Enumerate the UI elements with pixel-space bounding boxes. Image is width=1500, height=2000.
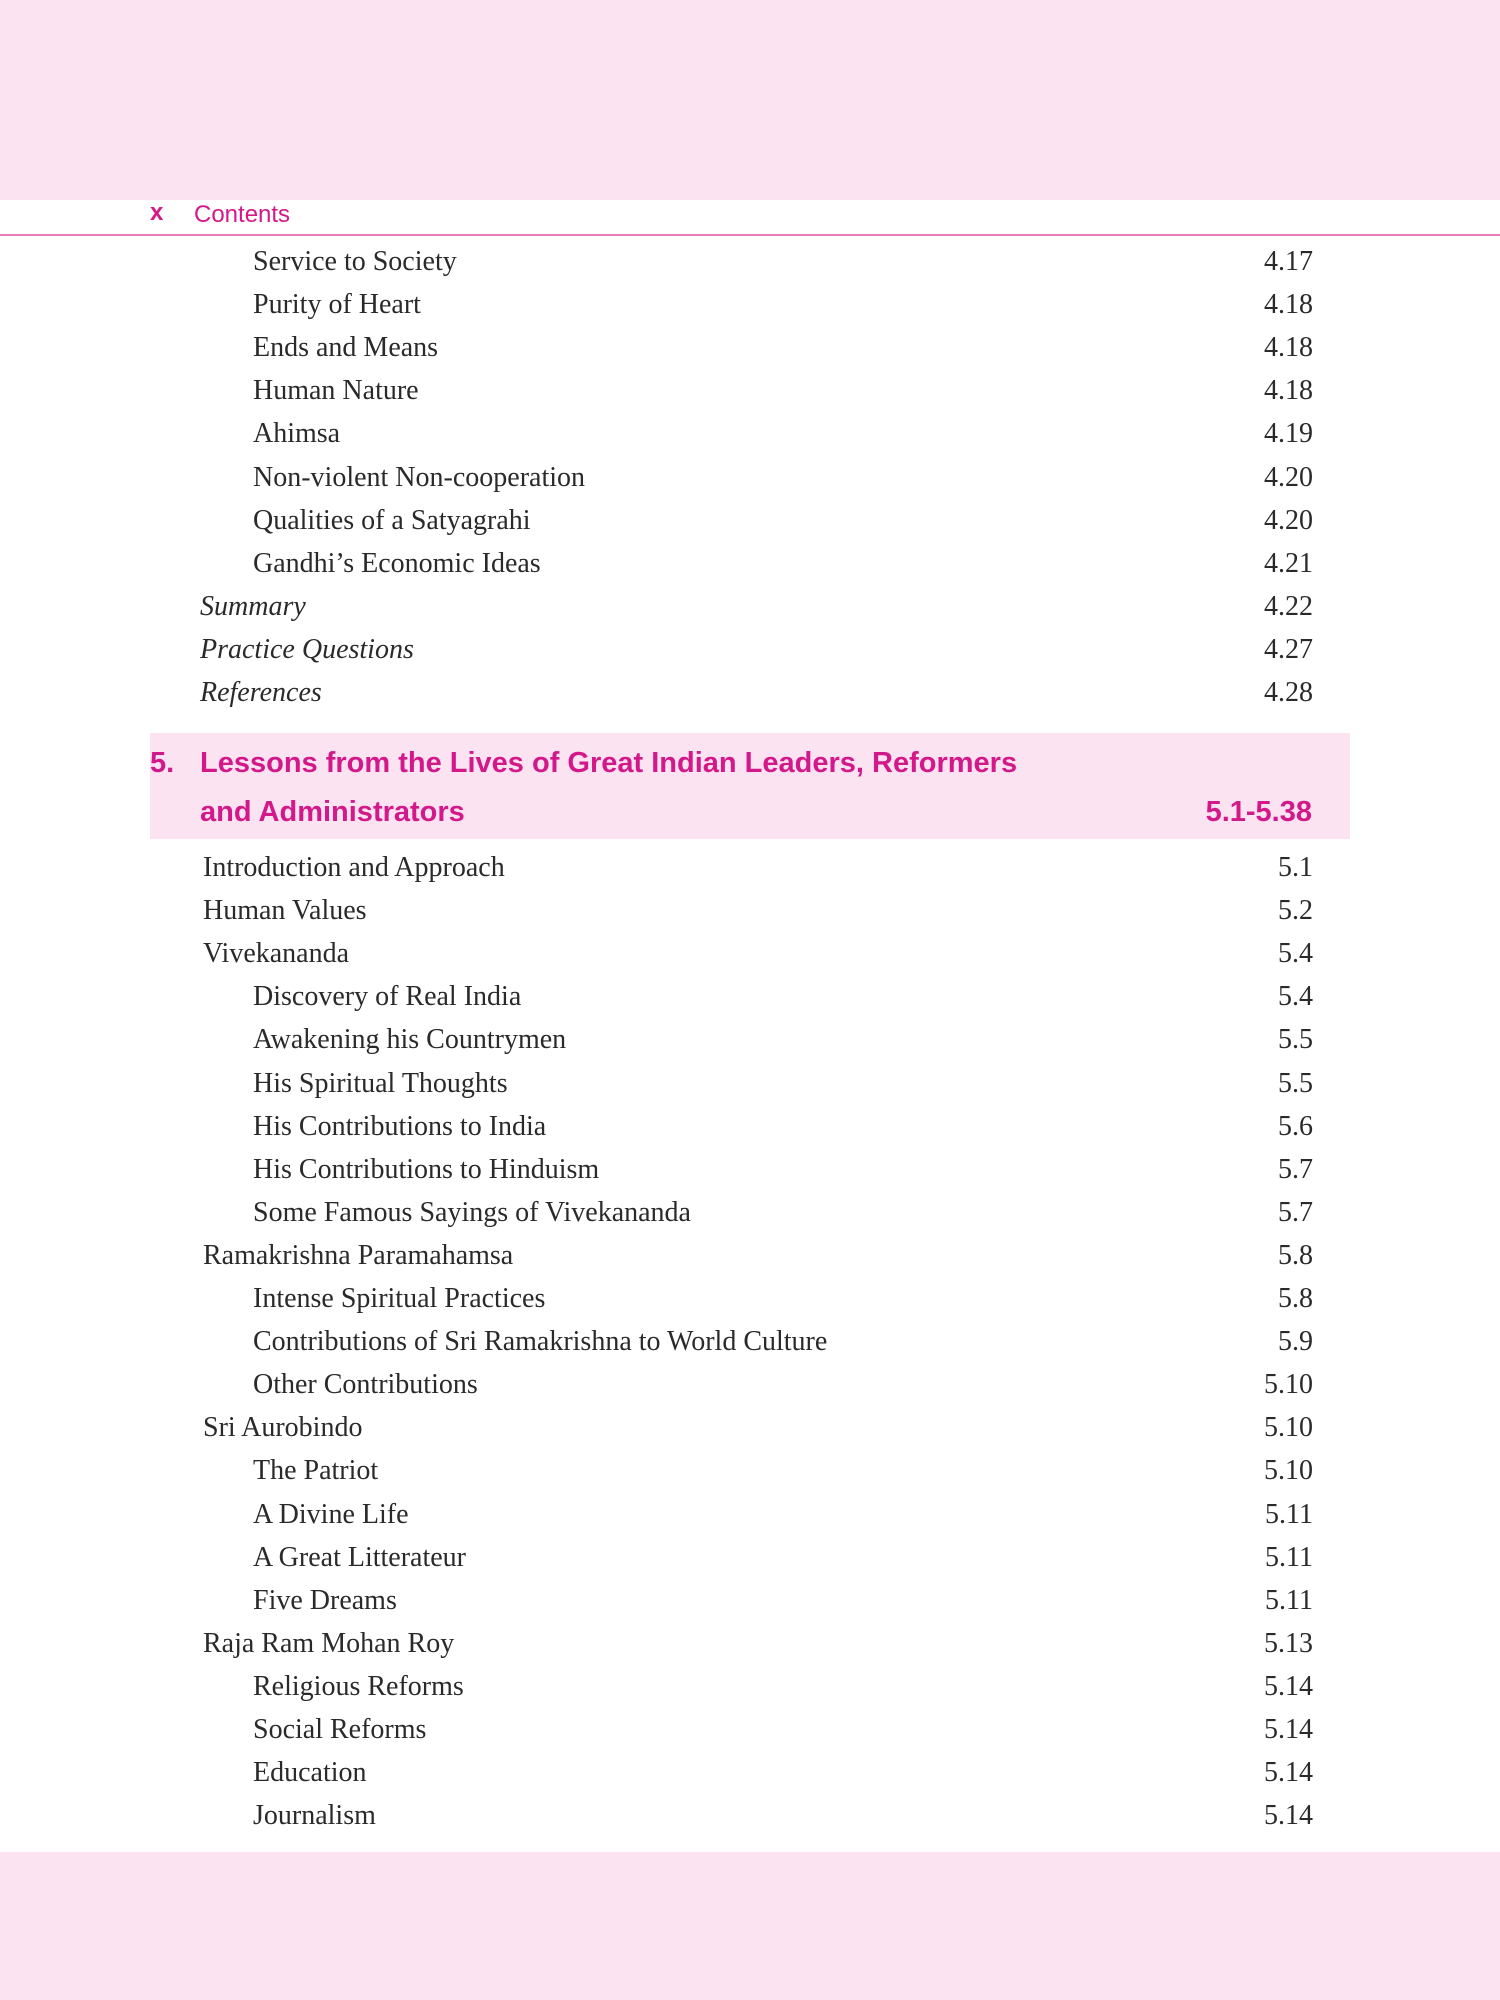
- toc-entry[interactable]: [0, 673, 1500, 713]
- toc-entry-page: 4.22: [1264, 590, 1313, 622]
- toc-entry-title: Religious Reforms: [253, 1670, 464, 1702]
- toc-entry-title: Human Values: [203, 895, 367, 927]
- toc-entry[interactable]: [0, 1710, 1500, 1750]
- toc-entry-title: Practice Questions: [200, 633, 414, 665]
- toc-entry-title: Gandhi’s Economic Ideas: [253, 547, 541, 579]
- chapter-number: 5.: [150, 747, 175, 779]
- toc-entry-page: 4.18: [1264, 375, 1313, 407]
- toc-entry[interactable]: [0, 587, 1500, 627]
- toc-entry-page: 5.14: [1264, 1757, 1313, 1789]
- toc-entry-page: 5.2: [1278, 895, 1313, 927]
- toc-entry-title: His Contributions to India: [253, 1110, 547, 1142]
- toc-entry-title: Education: [253, 1757, 367, 1789]
- toc-entry-page: 4.18: [1264, 332, 1313, 364]
- toc-entry-title: Social Reforms: [253, 1714, 427, 1745]
- toc-entry-title: Non-violent Non-cooperation: [253, 461, 586, 493]
- toc-entry-title: Intense Spiritual Practices: [253, 1283, 546, 1314]
- toc-entry-page: 4.27: [1264, 633, 1313, 665]
- header-rule: [0, 234, 1500, 236]
- toc-entry[interactable]: [0, 1753, 1500, 1793]
- toc-entry-page: 5.7: [1278, 1153, 1313, 1185]
- toc-entry[interactable]: [0, 977, 1500, 1017]
- toc-entry-title: Discovery of Real India: [253, 981, 522, 1013]
- toc-entry-title: Service to Society: [253, 246, 457, 277]
- toc-entry-title: Vivekananda: [203, 938, 350, 970]
- toc-entry-page: 5.4: [1278, 981, 1313, 1013]
- toc-entry-page: 5.5: [1278, 1067, 1313, 1099]
- top-margin-band: [0, 0, 1500, 200]
- toc-entry-page: 5.14: [1264, 1714, 1313, 1745]
- chapter-title-line-2: and Administrators: [200, 796, 465, 828]
- toc-entry-page: 5.11: [1265, 1498, 1313, 1530]
- toc-entry[interactable]: [0, 934, 1500, 974]
- toc-entry[interactable]: [0, 1322, 1500, 1362]
- toc-entry[interactable]: [0, 1667, 1500, 1707]
- toc-entry[interactable]: [0, 242, 1500, 282]
- toc-entry-title: Ramakrishna Paramahamsa: [203, 1239, 514, 1271]
- toc-entry-title: Some Famous Sayings of Vivekananda: [253, 1196, 691, 1228]
- toc-entry[interactable]: [0, 1581, 1500, 1621]
- bottom-margin-band: [0, 1852, 1500, 2000]
- toc-entry-page: 5.1: [1278, 852, 1313, 883]
- chapter-page-range: 5.1-5.38: [1205, 796, 1312, 828]
- toc-entry-page: 5.14: [1264, 1800, 1313, 1832]
- toc-entry[interactable]: [0, 1796, 1500, 1836]
- running-header: [0, 197, 1500, 235]
- toc-entry-title: Awakening his Countrymen: [253, 1024, 567, 1056]
- toc-entry-title: Journalism: [253, 1800, 376, 1832]
- toc-entry-page: 5.9: [1278, 1326, 1313, 1358]
- toc-entry-title: Contributions of Sri Ramakrishna to World Culture: [253, 1326, 828, 1358]
- toc-entry[interactable]: [0, 1495, 1500, 1535]
- toc-entry[interactable]: [0, 414, 1500, 454]
- toc-entry-page: 5.10: [1264, 1455, 1313, 1487]
- toc-entry-page: 4.18: [1264, 289, 1313, 321]
- toc-entry[interactable]: [0, 1279, 1500, 1319]
- toc-entry-page: 5.14: [1264, 1670, 1313, 1702]
- toc-entry-title: Introduction and Approach: [203, 852, 505, 883]
- toc-entry-title: Ahimsa: [253, 418, 341, 450]
- toc-entry-title: Raja Ram Mohan Roy: [203, 1627, 455, 1659]
- toc-entry[interactable]: [0, 371, 1500, 411]
- toc-entry-page: 4.28: [1264, 677, 1313, 708]
- chapter-title-line-1: Lessons from the Lives of Great Indian Leaders, Reformers: [200, 747, 1018, 779]
- toc-entry-title: Human Nature: [253, 375, 419, 407]
- toc-entry[interactable]: [0, 544, 1500, 584]
- toc-entry-page: 5.5: [1278, 1024, 1313, 1056]
- toc-entry[interactable]: [0, 1451, 1500, 1491]
- toc-entry[interactable]: [0, 1020, 1500, 1060]
- toc-entry[interactable]: [0, 458, 1500, 498]
- toc-entry[interactable]: [0, 1107, 1500, 1147]
- toc-entry[interactable]: [0, 285, 1500, 325]
- toc-entry-page: 5.11: [1265, 1584, 1313, 1616]
- toc-entry-title: Other Contributions: [253, 1369, 478, 1401]
- toc-entry-page: 5.10: [1264, 1412, 1313, 1444]
- toc-entry[interactable]: [0, 848, 1500, 888]
- toc-entry-page: 5.11: [1265, 1541, 1313, 1573]
- toc-entry-page: 5.13: [1264, 1627, 1313, 1659]
- toc-entry-page: 4.20: [1264, 461, 1313, 493]
- toc-entry-page: 4.21: [1264, 547, 1313, 579]
- toc-entry-title: His Spiritual Thoughts: [253, 1067, 508, 1099]
- toc-entry-title: A Great Litterateur: [253, 1541, 467, 1573]
- toc-entry-page: 4.19: [1264, 418, 1313, 450]
- toc-entry[interactable]: [0, 1193, 1500, 1233]
- toc-entry[interactable]: [0, 1538, 1500, 1578]
- toc-entry-title: His Contributions to Hinduism: [253, 1153, 600, 1185]
- toc-entry[interactable]: [0, 501, 1500, 541]
- toc-entry[interactable]: [0, 891, 1500, 931]
- toc-entry[interactable]: [0, 1150, 1500, 1190]
- toc-entry-title: Five Dreams: [253, 1584, 397, 1616]
- toc-entry-page: 5.6: [1278, 1110, 1313, 1142]
- running-title: Contents: [194, 201, 291, 228]
- toc-entry-title: Summary: [200, 590, 306, 622]
- toc-entry-title: Sri Aurobindo: [203, 1412, 363, 1444]
- toc-entry-page: 5.8: [1278, 1239, 1313, 1271]
- toc-entry-title: Ends and Means: [253, 332, 439, 364]
- toc-entry-title: A Divine Life: [253, 1498, 409, 1530]
- toc-entry-title: The Patriot: [253, 1455, 379, 1487]
- toc-entry-page: 5.10: [1264, 1369, 1313, 1401]
- toc-entry-page: 4.20: [1264, 504, 1313, 536]
- toc-entry[interactable]: [0, 1408, 1500, 1448]
- toc-entry-page: 5.4: [1278, 938, 1313, 970]
- toc-entry[interactable]: [0, 328, 1500, 368]
- page-number: x: [150, 199, 164, 226]
- toc-entry[interactable]: [0, 630, 1500, 670]
- toc-entry-page: 4.17: [1264, 246, 1313, 277]
- toc-entry-page: 5.7: [1278, 1196, 1313, 1228]
- toc-entry[interactable]: [0, 1236, 1500, 1276]
- toc-entry[interactable]: [0, 1624, 1500, 1664]
- toc-entry-title: References: [200, 677, 322, 708]
- toc-entry-title: Qualities of a Satyagrahi: [253, 504, 531, 536]
- chapter-heading[interactable]: [150, 733, 1350, 839]
- toc-entry-title: Purity of Heart: [253, 289, 421, 321]
- toc-entry[interactable]: [0, 1064, 1500, 1104]
- toc-entry[interactable]: [0, 1365, 1500, 1405]
- toc-entry-page: 5.8: [1278, 1283, 1313, 1314]
